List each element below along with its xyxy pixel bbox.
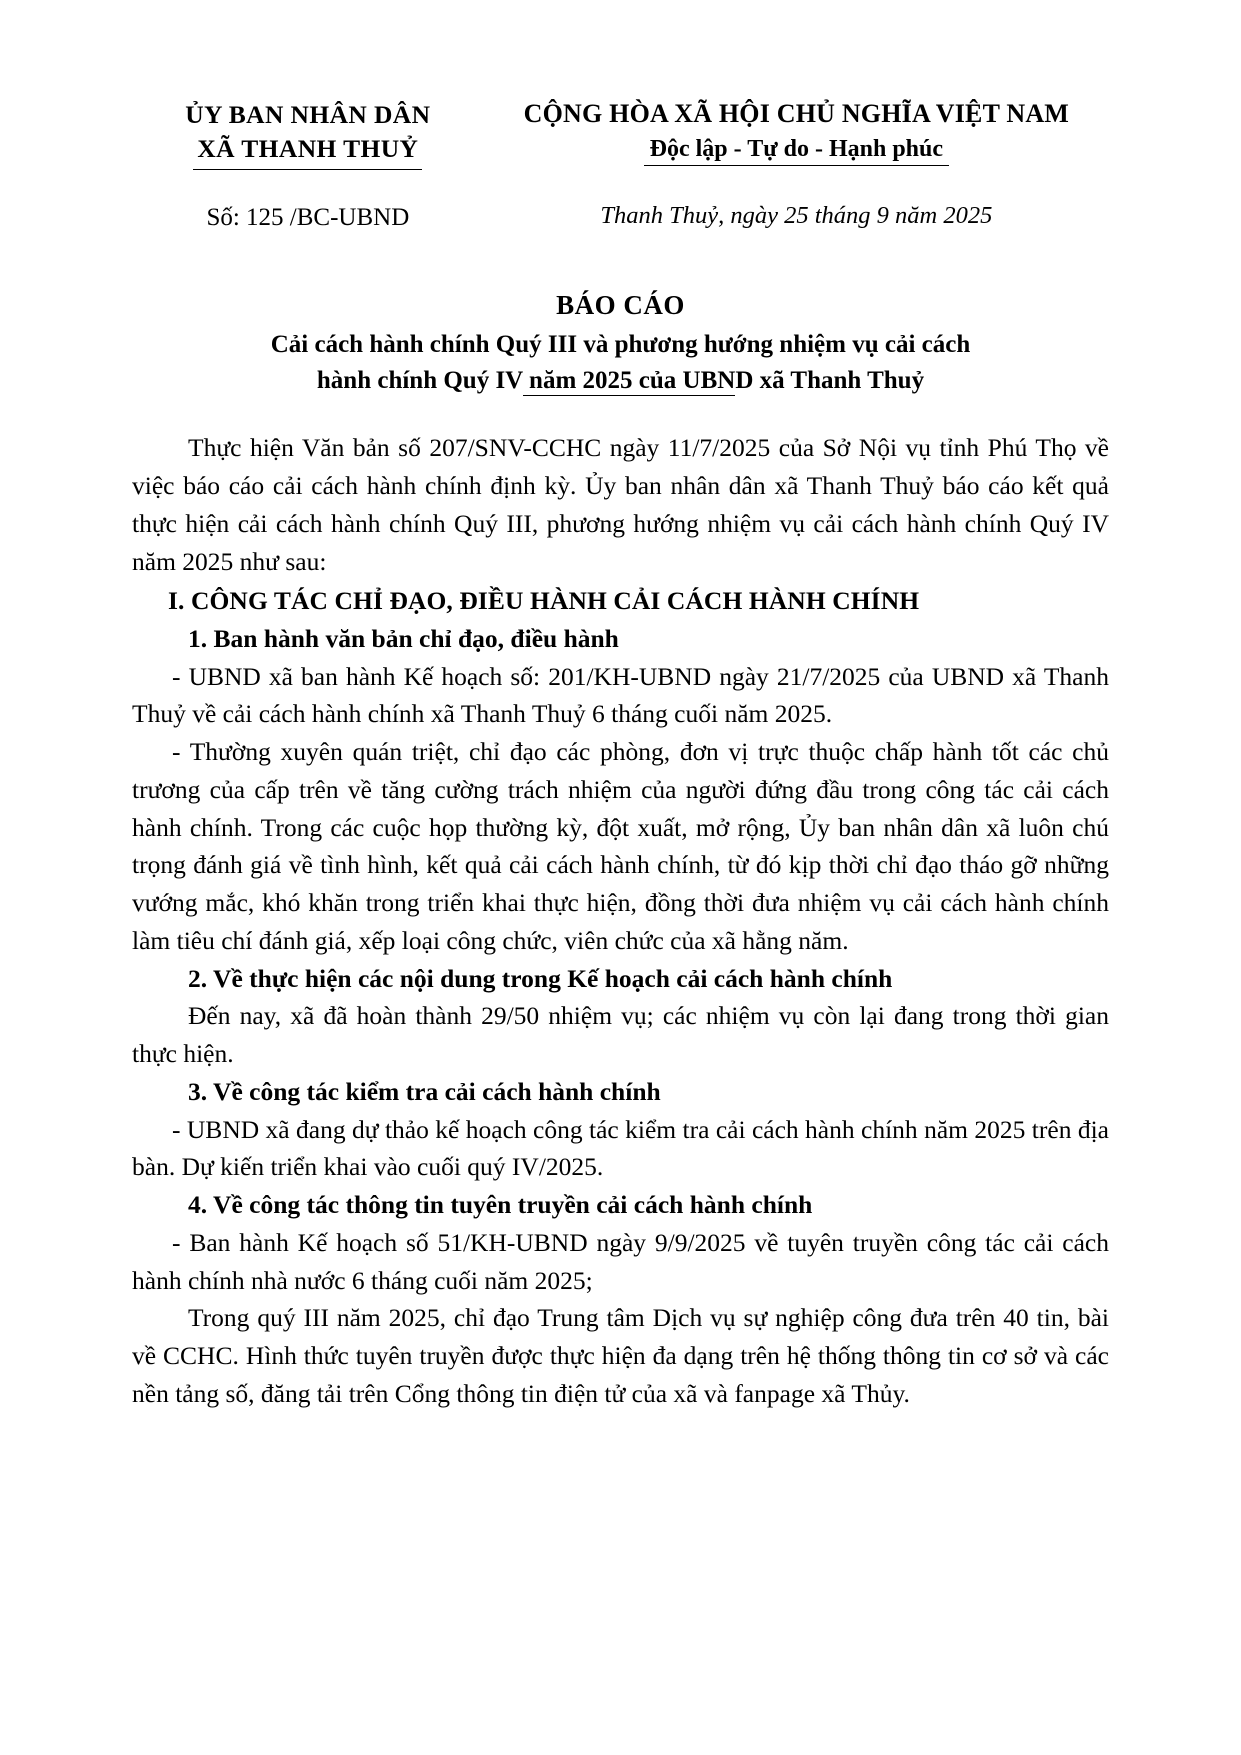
document-number: Số: 125 /BC-UBND — [206, 203, 410, 231]
intro-paragraph: Thực hiện Văn bản số 207/SNV-CCHC ngày 11/7/2025 của Sở Nội vụ tỉnh Phú Thọ về việc báo cáo cải cách hành chính định kỳ. Ủy ban nhân dân xã Thanh Thuỷ báo cáo kết quả thực hiện cải cách hành chính Quý III, phương hướng nhiệm vụ cải cách hành chính Quý IV năm 2025 như sau: — [132, 433, 1109, 576]
section-heading-i: I. CÔNG TÁC CHỈ ĐẠO, ĐIỀU HÀNH CẢI CÁCH HÀNH CHÍNH — [168, 586, 920, 616]
subsection-heading-4: 4. Về công tác thông tin tuyên truyền cải cách hành chính — [188, 1190, 813, 1220]
document-subject-line-2-underlined: năm 2025 của UBN — [522, 367, 736, 395]
subsection-4-paragraph-2: Trong quý III năm 2025, chỉ đạo Trung tâm Dịch vụ sự nghiệp công đưa trên 40 tin, bài về CCHC. Hình thức tuyên truyền được thực hiện đa dạng trên hệ thống thông tin cơ sở và các nền tảng số, đăng tải trên Cổng thông tin điện tử của xã và fanpage xã Thủy. — [132, 1303, 1109, 1408]
document-subject-line-2-part-1: hành chính Quý IV — [316, 367, 523, 395]
national-name: CỘNG HÒA XÃ HỘI CHỦ NGHĨA VIỆT NAM — [523, 99, 1070, 128]
document-subject — [132, 327, 1109, 400]
subsection-1-paragraph-1: - UBND xã ban hành Kế hoạch số: 201/KH-UBND ngày 21/7/2025 của UBND xã Thanh Thuỷ về cải cách hành chính xã Thanh Thuỷ 6 tháng cuối năm 2025. — [132, 661, 1109, 729]
document-subject-line-1: Cải cách hành chính Quý III và phương hướng nhiệm vụ cải cách — [270, 330, 971, 358]
document-body — [132, 429, 1109, 1412]
national-motto: Độc lập - Tự do - Hạnh phúc — [644, 134, 949, 166]
place-and-date: Thanh Thuỷ, ngày 25 tháng 9 năm 2025 — [600, 202, 993, 230]
subsection-heading-2: 2. Về thực hiện các nội dung trong Kế hoạch cải cách hành chính — [188, 963, 893, 993]
issuing-authority-line-1: ỦY BAN NHÂN DÂN — [185, 100, 431, 129]
subsection-4-paragraph-1: - Ban hành Kế hoạch số 51/KH-UBND ngày 9/9/2025 về tuyên truyền công tác cải cách hành chính nhà nước 6 tháng cuối năm 2025; — [132, 1227, 1109, 1295]
subsection-2-paragraph-1: Đến nay, xã đã hoàn thành 29/50 nhiệm vụ; các nhiệm vụ còn lại đang trong thời gian thực hiện. — [132, 1001, 1109, 1069]
document-type-title: BÁO CÁO — [556, 289, 685, 320]
national-heading-block — [484, 96, 1109, 230]
document-header — [132, 96, 1109, 232]
issuing-authority-line-2: XÃ THANH THUỶ — [193, 132, 422, 169]
subsection-1-paragraph-2: - Thường xuyên quán triệt, chỉ đạo các phòng, đơn vị trực thuộc chấp hành tốt các chủ trương của cấp trên về tăng cường trách nhiệm của người đứng đầu trong công tác cải cách hành chính. Trong các cuộc họp thường kỳ, đột xuất, mở rộng, Ủy ban nhân dân xã luôn chú trọng đánh giá về tình hình, kết quả cải cách hành chính, từ đó kịp thời chỉ đạo tháo gỡ những vướng mắc, khó khăn trong triển khai thực hiện, đồng thời đưa nhiệm vụ cải cách hành chính làm tiêu chí đánh giá, xếp loại công chức, viên chức của xã hằng năm. — [132, 737, 1109, 955]
subsection-heading-1: 1. Ban hành văn bản chỉ đạo, điều hành — [188, 624, 619, 654]
issuing-authority-block — [132, 96, 484, 232]
subsection-heading-3: 3. Về công tác kiểm tra cải cách hành chính — [188, 1076, 661, 1106]
document-subject-line-2-part-3: D xã Thanh Thuỷ — [735, 367, 925, 395]
subsection-3-paragraph-1: - UBND xã đang dự thảo kế hoạch công tác kiểm tra cải cách hành chính năm 2025 trên địa bàn. Dự kiến triển khai vào cuối quý IV/2025. — [132, 1114, 1109, 1182]
document-title-block — [132, 290, 1109, 400]
